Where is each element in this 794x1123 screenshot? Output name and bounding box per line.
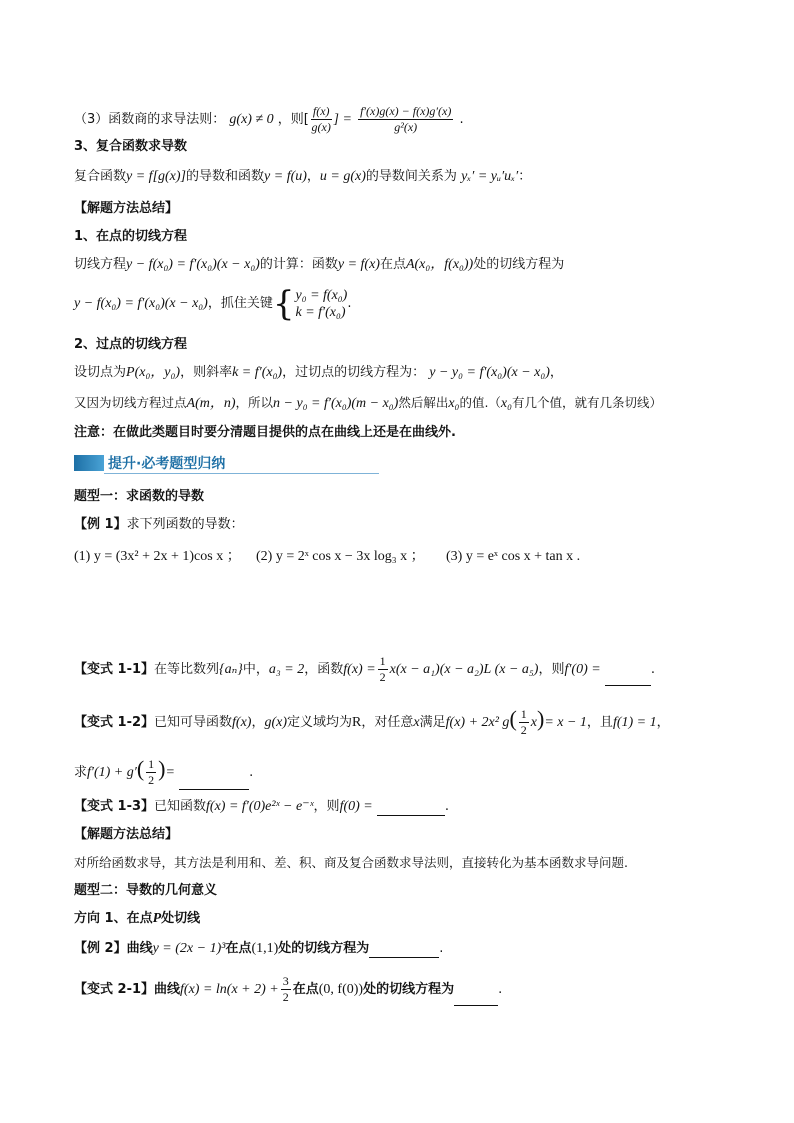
math: (1,1) <box>251 941 279 956</box>
denominator: g(x) <box>311 120 331 134</box>
text: ： <box>518 169 532 184</box>
math: y − y₀ = f′(x₀)(x − x₀) <box>429 365 550 380</box>
math: ] = <box>333 112 352 127</box>
example-2 <box>74 940 443 958</box>
math: y = f(x) <box>337 257 380 272</box>
heading-type-2: 题型二：导数的几何意义 <box>74 883 218 898</box>
math: f(x) = f′(0)e²ˣ − e⁻ˣ <box>206 799 314 814</box>
text: . <box>650 662 655 677</box>
math: = <box>165 765 175 780</box>
text: 然后解出 <box>398 395 449 410</box>
text: ，函数 <box>304 662 344 677</box>
text: 已知可导函数 <box>154 715 233 730</box>
text: 方向 1、在点 <box>74 911 153 926</box>
text: 满足 <box>419 715 446 730</box>
math: f(x) = ln(x + 2) + <box>180 982 279 997</box>
quotient-rule-line <box>74 104 464 135</box>
tangent-through-line <box>74 364 563 382</box>
answer-blank[interactable] <box>369 943 439 958</box>
variant-label: 【变式 1-3】 <box>74 799 155 814</box>
text: ，且 <box>586 715 613 730</box>
text: ，对任意 <box>361 715 414 730</box>
math: = x − 1 <box>544 715 587 730</box>
text: . <box>439 941 444 956</box>
text: 有几个值，就有几条切线） <box>512 395 663 410</box>
text: 的导数间关系为 <box>365 169 457 184</box>
example-label: 【例 2】 <box>74 941 127 956</box>
text: ， <box>656 715 670 730</box>
fraction <box>519 707 529 738</box>
math: y − f(x₀) = f′(x₀)(x − x₀) <box>126 257 260 272</box>
math: y = f[g(x)] <box>126 169 187 184</box>
answer-blank[interactable] <box>179 775 249 790</box>
denominator: 2 <box>282 990 289 1004</box>
text: 在点 <box>379 257 406 272</box>
text: 在点 <box>292 982 319 997</box>
text: 在等比数列 <box>154 662 220 677</box>
paren: ) <box>536 706 545 731</box>
heading-composite: 3、复合函数求导数 <box>74 139 188 154</box>
example-label: 【例 1】 <box>74 517 127 532</box>
text: 已知函数 <box>154 799 207 814</box>
summary-line: 对所给函数求导，其方法是利用和、差、积、商及复合函数求导法则，直接转化为基本函数求导问题. <box>74 855 628 870</box>
banner-rule <box>104 473 379 474</box>
variant-2-1 <box>74 974 502 1006</box>
text: 的计算：函数 <box>259 257 338 272</box>
denominator: g²(x) <box>394 120 418 134</box>
math: g(x) <box>264 715 288 730</box>
answer-blank[interactable] <box>454 991 498 1006</box>
composite-rule-line <box>74 168 531 186</box>
tangent-at-line <box>74 256 564 274</box>
fraction <box>311 104 332 135</box>
math: (1) y = (3x² + 2x + 1)cos x ； <box>74 549 241 564</box>
variant-label: 【变式 1-1】 <box>74 662 155 677</box>
math: P <box>152 911 162 926</box>
math: f(0) = <box>339 799 373 814</box>
math: yₓ′ = yᵤ′uₓ′ <box>461 169 519 184</box>
heading-tangent-at-point: 1、在点的切线方程 <box>74 229 188 244</box>
text: ， <box>549 365 563 380</box>
math: f(x) + 2x² g <box>445 715 510 730</box>
text: ， <box>251 715 265 730</box>
text: 曲线 <box>126 941 153 956</box>
math: x₀ <box>500 396 513 411</box>
direction-1 <box>74 910 200 928</box>
text: ，则斜率 <box>180 365 233 380</box>
text: . <box>498 982 503 997</box>
text: ， <box>306 169 320 184</box>
fraction <box>281 974 291 1005</box>
text: . <box>444 799 450 814</box>
math: x <box>413 715 420 730</box>
banner-bar <box>74 455 104 471</box>
paren: ) <box>158 756 166 781</box>
text: . <box>347 296 352 311</box>
numerator: f(x) <box>312 104 330 118</box>
tangent-key-line <box>74 283 352 324</box>
answer-blank[interactable] <box>377 801 445 816</box>
heading-tangent-through-point: 2、过点的切线方程 <box>74 337 188 352</box>
math: n − y₀ = f′(x₀)(m − x₀) <box>273 396 399 411</box>
math: (2) y = 2ˣ cos x − 3x log₃ x ； <box>256 549 425 564</box>
text: 处的切线方程为 <box>473 257 565 272</box>
text: ，抓住关键 <box>207 296 273 311</box>
text: ，则 <box>538 662 565 677</box>
math: (0, f(0)) <box>318 982 364 997</box>
text: . <box>459 112 464 127</box>
math: x(x − a₁)(x − a₂)L (x − a₅) <box>389 662 539 677</box>
text: 处的切线方程为 <box>363 982 455 997</box>
variant-label: 【变式 1-2】 <box>74 715 155 730</box>
example-1-q3 <box>446 548 580 566</box>
math: y = (2x − 1)³ <box>152 941 226 956</box>
numerator: 3 <box>282 974 289 988</box>
math: f′(0) = <box>564 662 601 677</box>
example-1 <box>74 516 244 534</box>
denominator: 2 <box>520 723 527 737</box>
text: 复合函数 <box>74 169 127 184</box>
banner-title: 提升·必考题型归纳 <box>108 456 226 472</box>
note-line: 注意：在做此类题目时要分清题目提供的点在曲线上还是在曲线外. <box>74 425 456 440</box>
math: f(x) = <box>343 662 376 677</box>
math: A(x₀，f(x₀)) <box>405 257 474 272</box>
text: 切线方程 <box>74 257 127 272</box>
paren: ( <box>509 706 517 731</box>
text: 的值.（ <box>459 395 501 410</box>
math: y − f(x₀) = f′(x₀)(x − x₀) <box>74 296 208 311</box>
math: P(x₀，y₀) <box>126 365 181 380</box>
heading-method-summary-2: 【解题方法总结】 <box>74 827 179 842</box>
text: 定义域均为 <box>287 715 353 730</box>
math: {aₙ} <box>219 662 243 677</box>
variant-1-2 <box>74 702 670 740</box>
math: a₃ = 2 <box>268 662 305 677</box>
math: u = g(x) <box>319 169 366 184</box>
numerator: 1 <box>379 654 386 668</box>
example-1-q1 <box>74 548 241 566</box>
heading-method-summary: 【解题方法总结】 <box>74 201 179 216</box>
text: 的导数和函数 <box>186 169 265 184</box>
text: 求 <box>74 765 88 780</box>
text: 求下列函数的导数： <box>126 517 244 532</box>
text: ，所以 <box>235 395 274 410</box>
variant-label: 【变式 2-1】 <box>74 982 155 997</box>
variant-1-2-ask <box>74 752 253 790</box>
text: . <box>249 765 254 780</box>
fraction <box>358 104 453 135</box>
denominator: 2 <box>379 670 386 684</box>
math: A(m，n) <box>186 396 236 411</box>
section-banner <box>74 452 379 474</box>
text: （3）函数商的求导法则： <box>74 112 226 127</box>
equation-system <box>295 287 347 321</box>
fraction <box>146 757 156 788</box>
math: g(x) ≠ 0 <box>229 112 274 127</box>
math: (3) y = eˣ cos x + tan x . <box>446 549 581 564</box>
numerator: 1 <box>520 707 527 721</box>
variant-1-1 <box>74 654 655 686</box>
math: x₀ <box>448 396 460 411</box>
denominator: 2 <box>148 773 155 787</box>
text: 中， <box>242 662 269 677</box>
math: x <box>530 715 537 730</box>
equation: k = f′(x₀) <box>295 304 346 320</box>
text: 处的切线方程为 <box>278 941 370 956</box>
math: y = f(u) <box>264 169 307 184</box>
math: R <box>352 715 362 730</box>
text: 设切点为 <box>74 365 127 380</box>
text: ，则 <box>313 799 340 814</box>
text: ，过切点的切线方程为： <box>282 365 426 380</box>
fraction <box>378 654 388 685</box>
tangent-solve-line <box>74 394 662 413</box>
heading-type-1: 题型一：求函数的导数 <box>74 489 205 504</box>
equation: y₀ = f(x₀) <box>295 287 348 303</box>
answer-blank[interactable] <box>605 671 651 686</box>
math: f′(1) + g′ <box>87 765 137 780</box>
variant-1-3 <box>74 798 449 816</box>
text: 处切线 <box>161 911 201 926</box>
numerator: f′(x)g(x) − f(x)g′(x) <box>360 104 452 118</box>
numerator: 1 <box>148 757 155 771</box>
math: f(1) = 1 <box>612 715 657 730</box>
text: 曲线 <box>154 982 181 997</box>
text: 又因为切线方程过点 <box>74 395 187 410</box>
math: f(x) <box>232 715 252 730</box>
example-1-q2 <box>256 548 425 566</box>
math: k = f′(x₀) <box>232 365 283 380</box>
paren: ( <box>136 756 145 781</box>
brace: { <box>272 283 295 324</box>
text: ，则[ <box>277 112 309 127</box>
text: 在点 <box>225 941 252 956</box>
